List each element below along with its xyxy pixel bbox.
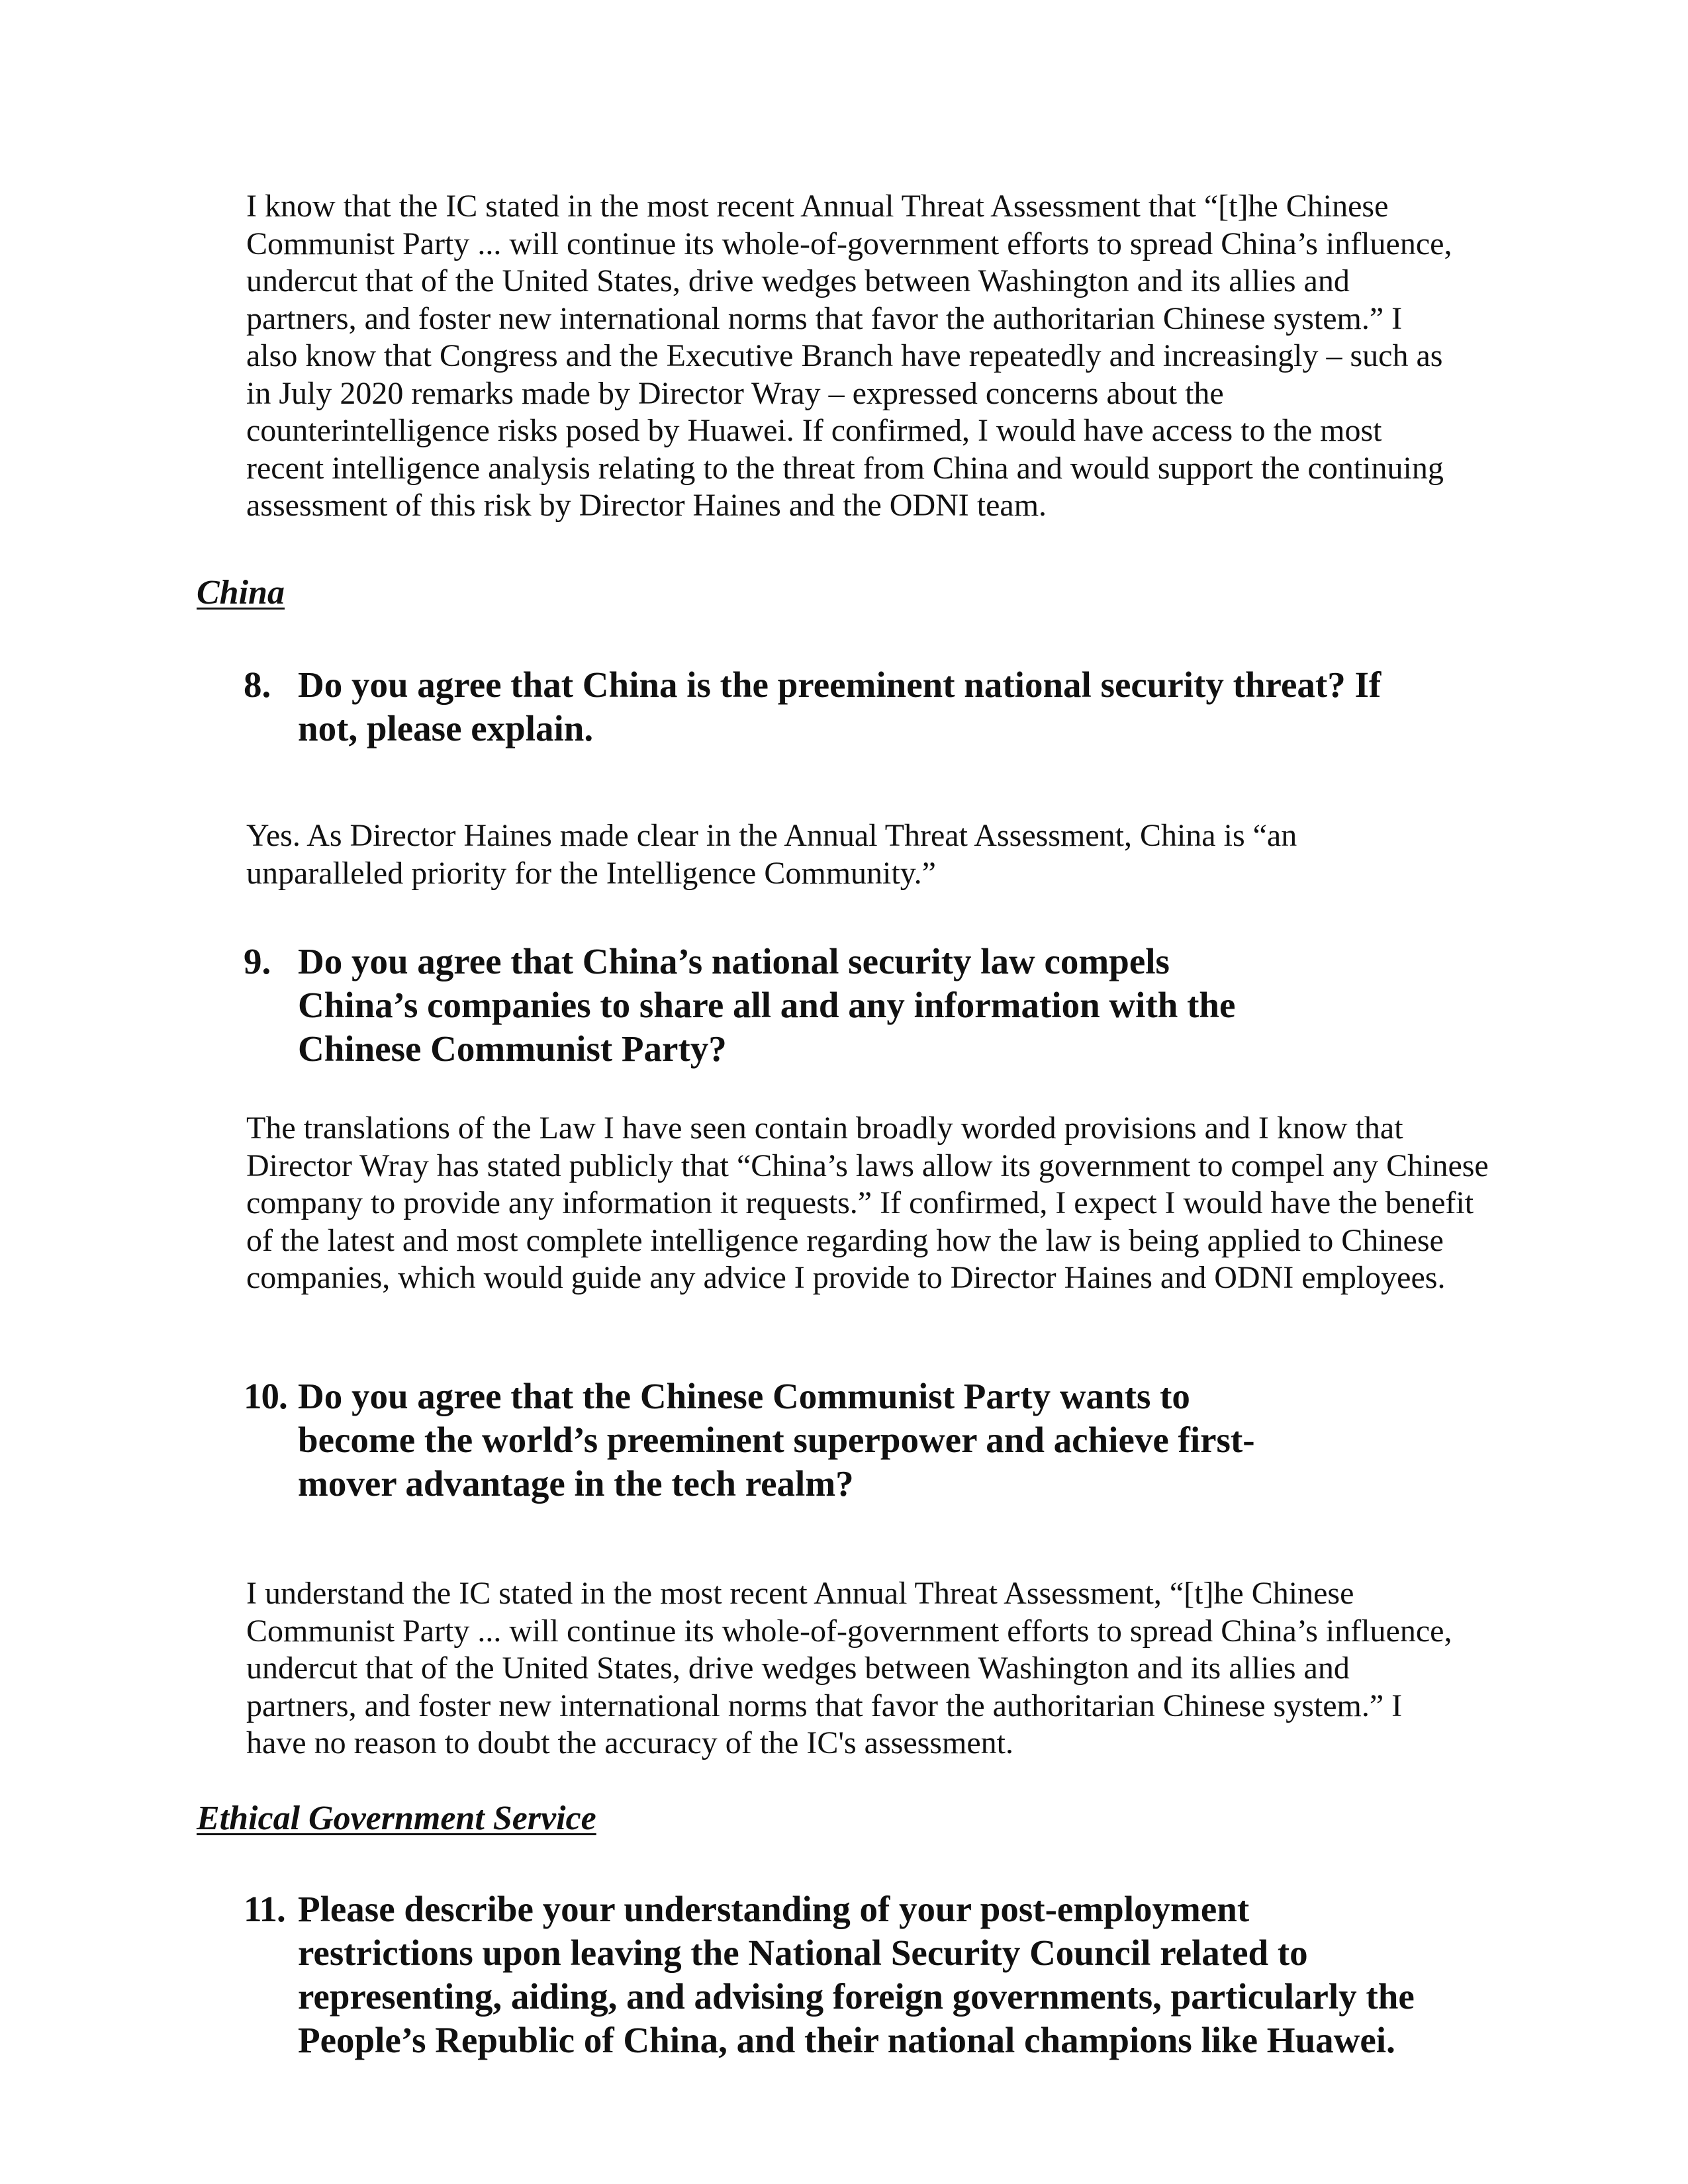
question-10 [244, 1375, 1255, 1506]
question-text: Do you agree that China’s national security law compels China’s companies to share all and any information with the Chinese Communist Party? [298, 941, 1236, 1069]
question-number: 9. [244, 941, 271, 981]
question-number: 10. [244, 1376, 287, 1416]
question-text: Do you agree that China is the preeminent national security threat? If not, please explain. [298, 664, 1382, 749]
question-9 [244, 940, 1235, 1071]
question-text: Do you agree that the Chinese Communist Party wants to become the world’s preeminent superpower and achieve first- mover advantage in the tech realm? [298, 1376, 1255, 1504]
intro-paragraph: I know that the IC stated in the most recent Annual Threat Assessment that “[t]he Chinese Communist Party ... will continue its whole-of-government efforts to spread China’s influence, undercut that of the United States, drive wedges between Washington and its allies and partners, and foster new international norms that favor the authoritarian Chinese system.” I also know that Congress and the Executive Branch have repeatedly and increasingly – such as in July 2020 remarks made by Director Wray – expressed concerns about the counterintelligence risks posed by Huawei. If confirmed, I would have access to the most recent intelligence analysis relating to the threat from China and would support the continuing assessment of this risk by Director Haines and the ODNI team. [246, 189, 1452, 523]
section-heading-china: China [197, 574, 285, 612]
question-11 [244, 1888, 1415, 2062]
section-heading-ethical-government-service: Ethical Government Service [197, 1799, 596, 1837]
question-number: 11. [244, 1889, 285, 1929]
question-text: Please describe your understanding of your post-employment restrictions upon leaving the National Security Council related to representing, aiding, and advising foreign governments, particularly the People’s Republic of China, and their national champions like Huawei. [298, 1889, 1415, 2060]
answer-9: The translations of the Law I have seen contain broadly worded provisions and I know that Director Wray has stated publicly that “China’s laws allow its government to compel any Chinese company to provide any information it requests.” If confirmed, I expect I would have the benefit of the latest and most complete intelligence regarding how the law is being applied to Chinese companies, which would guide any advice I provide to Director Haines and ODNI employees. [246, 1111, 1489, 1295]
question-8 [244, 663, 1381, 751]
question-number: 8. [244, 664, 271, 705]
answer-10: I understand the IC stated in the most recent Annual Threat Assessment, “[t]he Chinese Communist Party ... will continue its whole-of-government efforts to spread China’s influence, undercut that of the United States, drive wedges between Washington and its allies and partners, and foster new international norms that favor the authoritarian Chinese system.” I have no reason to doubt the accuracy of the IC's assessment. [246, 1576, 1452, 1760]
answer-8: Yes. As Director Haines made clear in the Annual Threat Assessment, China is “an unparalleled priority for the Intelligence Community.” [246, 818, 1297, 891]
